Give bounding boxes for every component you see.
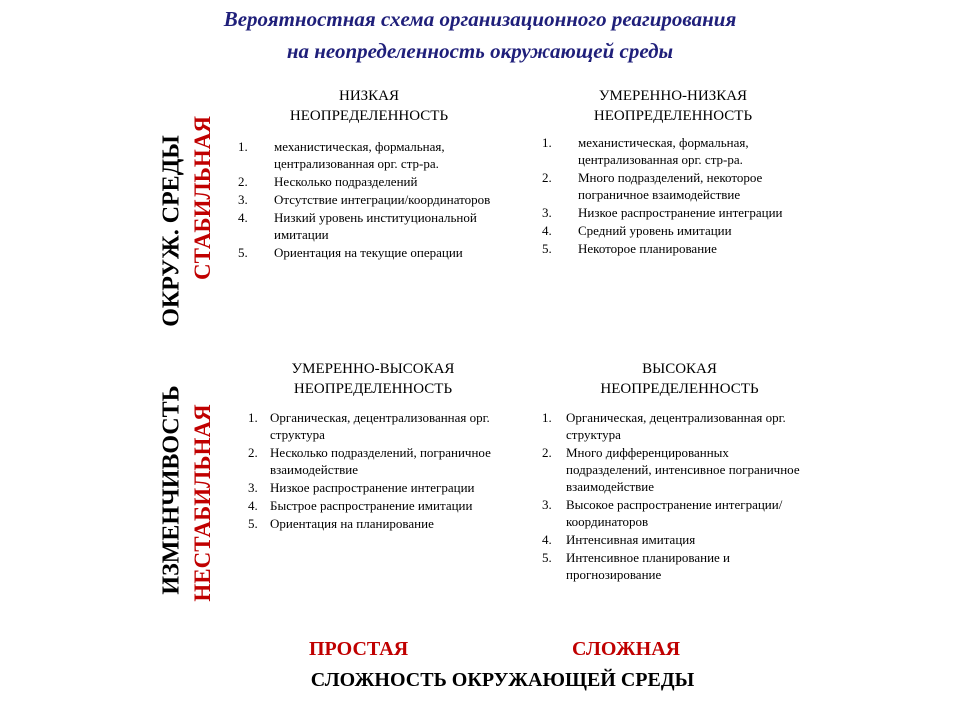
list-item-number: 2. [248,445,258,460]
quadrant-title-line1: УМЕРЕННО-ВЫСОКАЯ [291,361,455,377]
list-item-text: Много подразделений, некоторое пограничное взаимодействие [578,170,763,202]
list-item-number: 3. [542,205,552,220]
list-item-number: 5. [248,516,258,531]
list-item-number: 5. [238,245,248,260]
list-item-text: Интенсивное планирование и прогнозирование [566,550,731,582]
quadrant-list [542,134,804,257]
quadrant-high-uncertainty [542,359,817,584]
list-item [542,409,817,443]
list-item [238,191,500,208]
list-item [542,169,804,203]
list-item-text: Органическая, децентрализованная орг. структура [566,410,786,442]
list-item [248,515,498,532]
list-item-number: 4. [238,210,248,225]
list-item-number: 4. [248,498,258,513]
quadrant-title [238,86,500,126]
quadrant-title-line1: УМЕРЕННО-НИЗКАЯ [598,88,748,104]
list-item [542,240,804,257]
quadrant-low-uncertainty [238,86,500,262]
list-item-text: Высокое распространение интеграции/координаторов [566,497,783,529]
quadrant-title [542,359,817,399]
x-axis-label: СЛОЖНОСТЬ ОКРУЖАЮЩЕЙ СРЕДЫ [310,669,695,691]
y-axis-stable-label: СТАБИЛЬНАЯ [190,116,215,280]
list-item [238,209,500,243]
list-item-text: Некоторое планирование [578,241,717,256]
list-item [248,444,498,478]
list-item [542,531,817,548]
list-item-text: Несколько подразделений, пограничное взаимодействие [270,445,491,477]
list-item-text: Органическая, децентрализованная орг. структура [270,410,490,442]
quadrant-title-line2: НЕОПРЕДЕЛЕННОСТЬ [600,381,759,397]
list-item-text: Ориентация на текущие операции [274,245,463,260]
x-axis-simple-label: ПРОСТАЯ [309,638,409,660]
quadrant-moderately-high-uncertainty [248,359,498,533]
slide-title-line2: на неопределенность окружающей среды [286,39,674,63]
quadrant-list [238,138,500,261]
list-item-number: 5. [542,241,552,256]
slide-title-line1: Вероятностная схема организационного реагирования [223,7,737,31]
quadrant-list [542,409,817,583]
list-item-number: 4. [542,223,552,238]
y-axis-unstable-label: НЕСТАБИЛЬНАЯ [190,404,215,602]
list-item-text: Отсутствие интеграции/координаторов [274,192,491,207]
quadrant-title-line2: НЕОПРЕДЕЛЕННОСТЬ [593,108,753,124]
list-item-number: 2. [542,170,552,185]
list-item [542,444,817,495]
quadrant-title [248,359,498,399]
list-item-number: 3. [238,192,248,207]
list-item-text: механистическая, формальная, централизованная орг. стр-ра. [578,135,749,167]
quadrant-title-line2: НЕОПРЕДЕЛЕННОСТЬ [289,108,449,124]
list-item [248,479,498,496]
list-item-number: 3. [542,497,552,512]
y-axis-label-variability: ИЗМЕНЧИВОСТЬ [158,385,185,595]
list-item [542,222,804,239]
list-item [542,496,817,530]
list-item-text: Низкое распространение интеграции [578,205,783,220]
list-item-text: механистическая, формальная, централизованная орг. стр-ра. [274,139,445,171]
quadrant-title-line1: НИЗКАЯ [338,88,400,104]
list-item-number: 5. [542,550,552,565]
list-item [238,173,500,190]
list-item-number: 4. [542,532,552,547]
list-item [238,138,500,172]
list-item-number: 1. [542,135,552,150]
list-item-number: 2. [238,174,248,189]
list-item-text: Интенсивная имитация [566,532,696,547]
list-item-number: 1. [238,139,248,154]
list-item-text: Низкий уровень институциональной имитации [274,210,477,242]
list-item-number: 2. [542,445,552,460]
list-item-text: Ориентация на планирование [270,516,434,531]
x-axis-complex-label: СЛОЖНАЯ [572,638,681,660]
list-item [248,497,498,514]
list-item [542,549,817,583]
quadrant-list [248,409,498,532]
list-item [248,409,498,443]
list-item-text: Много дифференцированных подразделений, интенсивное пограничное взаимодействие [566,445,800,494]
list-item-text: Быстрое распространение имитации [270,498,473,513]
list-item-text: Низкое распространение интеграции [270,480,475,495]
quadrant-title [542,86,804,126]
list-item-text: Несколько подразделений [274,174,418,189]
quadrant-title-line2: НЕОПРЕДЕЛЕННОСТЬ [293,381,453,397]
list-item-number: 1. [248,410,258,425]
list-item-number: 1. [542,410,552,425]
quadrant-moderately-low-uncertainty [542,86,804,258]
y-axis-label-environment: ОКРУЖ. СРЕДЫ [158,135,185,327]
list-item-number: 3. [248,480,258,495]
quadrant-title-line1: ВЫСОКАЯ [642,361,717,377]
list-item-text: Средний уровень имитации [578,223,732,238]
list-item [238,244,500,261]
list-item [542,134,804,168]
list-item [542,204,804,221]
